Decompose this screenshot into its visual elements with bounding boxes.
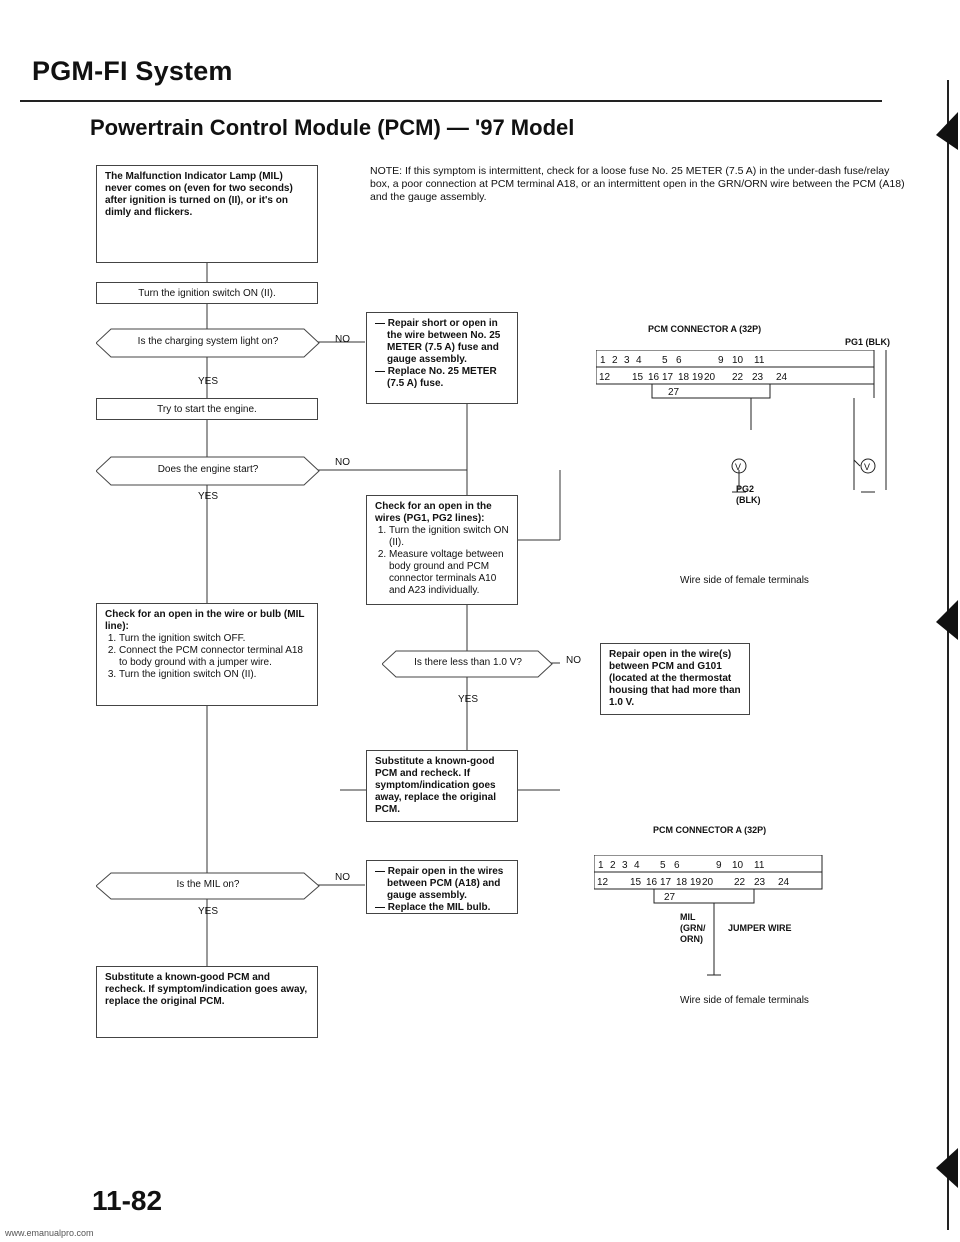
- svg-text:6: 6: [674, 860, 680, 871]
- svg-text:19: 19: [692, 372, 704, 383]
- q-mil-on: Is the MIL on?: [176, 879, 240, 890]
- check-mil-step-1: 1. Turn the ignition switch OFF.: [119, 633, 309, 645]
- substitute-pcm-box-2: Substitute a known-good PCM and recheck. If symptom/indication goes away, replace the original PCM.: [96, 966, 318, 1038]
- fix-mil-2: — Replace the MIL bulb.: [387, 902, 509, 914]
- connector-diagram-1: [596, 350, 896, 550]
- fix-mil-1: — Repair open in the wires between PCM (A18) and gauge assembly.: [387, 866, 509, 902]
- svg-text:18: 18: [678, 372, 690, 383]
- svg-text:9: 9: [716, 860, 722, 871]
- svg-text:16: 16: [646, 877, 658, 888]
- no-label: NO: [335, 872, 350, 883]
- svg-text:11: 11: [754, 860, 765, 871]
- svg-text:1: 1: [600, 355, 606, 366]
- svg-text:9: 9: [718, 355, 724, 366]
- fix-mil-wire-box: [366, 860, 518, 914]
- q-less-than-1v: Is there less than 1.0 V?: [414, 657, 522, 668]
- page-edge-marks: [900, 0, 960, 1242]
- source-url: www.emanualpro.com: [5, 1228, 94, 1238]
- svg-text:22: 22: [732, 372, 744, 383]
- q-charging-light: Is the charging system light on?: [137, 336, 279, 347]
- q-engine-start: Does the engine start?: [157, 464, 259, 475]
- section-title: Powertrain Control Module (PCM) — '97 Model: [90, 115, 575, 140]
- diagram1-title: PCM CONNECTOR A (32P): [648, 324, 762, 334]
- fix-fuse-box: [366, 312, 518, 404]
- svg-text:20: 20: [704, 372, 716, 383]
- svg-text:17: 17: [660, 877, 672, 888]
- diagram1-caption: Wire side of female terminals: [680, 575, 809, 586]
- svg-text:12: 12: [599, 372, 611, 383]
- svg-text:24: 24: [778, 877, 790, 888]
- diagram1-pg2-label: PG2: [736, 484, 755, 494]
- check-pg-step-2: 2. Measure voltage between body ground and PCM connector terminals A10 and A23 individually.: [389, 549, 509, 597]
- fix-pg-open-box: Repair open in the wire(s) between PCM and G101 (located at the thermostat housing that had more than 1.0 V.: [600, 643, 750, 715]
- page-title: PGM-FI System: [32, 56, 233, 86]
- diagram2-mil-color-2: ORN): [680, 934, 703, 944]
- svg-text:23: 23: [752, 372, 764, 383]
- check-pg-title: Check for an open in the wires (PG1, PG2 lines):: [375, 501, 492, 524]
- svg-text:27: 27: [664, 892, 676, 903]
- svg-text:16: 16: [648, 372, 660, 383]
- svg-text:3: 3: [624, 355, 630, 366]
- diagram1-pg1-label: PG1 (BLK): [845, 337, 890, 347]
- diagram2-caption: Wire side of female terminals: [680, 995, 809, 1006]
- svg-text:5: 5: [660, 860, 666, 871]
- svg-text:27: 27: [668, 387, 680, 398]
- fix-fuse-2: — Replace No. 25 METER (7.5 A) fuse.: [387, 366, 509, 390]
- svg-text:2: 2: [612, 355, 618, 366]
- svg-text:10: 10: [732, 355, 744, 366]
- svg-text:19: 19: [690, 877, 702, 888]
- svg-text:10: 10: [732, 860, 744, 871]
- svg-text:3: 3: [622, 860, 628, 871]
- svg-text:4: 4: [634, 860, 640, 871]
- svg-text:12: 12: [597, 877, 609, 888]
- diagram2-mil-color-1: (GRN/: [680, 923, 706, 933]
- fix-fuse-1: — Repair short or open in the wire between No. 25 METER (7.5 A) fuse and gauge assembly.: [387, 318, 509, 366]
- check-pg-lines-box: [366, 495, 518, 605]
- step-start-engine: Try to start the engine.: [96, 398, 318, 420]
- svg-text:15: 15: [630, 877, 642, 888]
- svg-text:V: V: [735, 462, 742, 472]
- no-label: NO: [335, 334, 350, 345]
- svg-text:15: 15: [632, 372, 644, 383]
- page-number: 11-82: [92, 1185, 163, 1216]
- check-mil-step-3: 3. Turn the ignition switch ON (II).: [119, 669, 309, 681]
- svg-text:17: 17: [662, 372, 674, 383]
- no-label: NO: [335, 457, 350, 468]
- svg-text:V: V: [864, 462, 871, 472]
- yes-label: YES: [198, 906, 219, 917]
- svg-text:1: 1: [598, 860, 604, 871]
- svg-text:20: 20: [702, 877, 714, 888]
- svg-text:5: 5: [662, 355, 668, 366]
- svg-text:22: 22: [734, 877, 746, 888]
- yes-label: YES: [458, 694, 479, 705]
- substitute-pcm-box-1: Substitute a known-good PCM and recheck. If symptom/indication goes away, replace the original PCM.: [366, 750, 518, 822]
- check-mil-step-2: 2. Connect the PCM connector terminal A18 to body ground with a jumper wire.: [119, 645, 309, 669]
- svg-text:4: 4: [636, 355, 642, 366]
- connector-diagram-2: [594, 855, 834, 985]
- no-label: NO: [566, 655, 581, 666]
- check-pg-step-1: 1. Turn the ignition switch ON (II).: [389, 525, 509, 549]
- svg-text:6: 6: [676, 355, 682, 366]
- svg-text:23: 23: [754, 877, 766, 888]
- diagram2-jumper-label: JUMPER WIRE: [728, 923, 792, 933]
- svg-text:11: 11: [754, 355, 765, 366]
- svg-text:2: 2: [610, 860, 616, 871]
- svg-text:18: 18: [676, 877, 688, 888]
- diagram2-mil-label: MIL: [680, 912, 696, 922]
- step-ignition-on: Turn the ignition switch ON (II).: [96, 282, 318, 304]
- yes-label: YES: [198, 491, 219, 502]
- yes-label: YES: [198, 376, 219, 387]
- diagram1-pg2-color: (BLK): [736, 495, 761, 505]
- check-mil-title: Check for an open in the wire or bulb (MIL line):: [105, 609, 305, 632]
- check-mil-line-box: [96, 603, 318, 706]
- diagram2-title: PCM CONNECTOR A (32P): [653, 825, 767, 835]
- symptom-box: The Malfunction Indicator Lamp (MIL) never comes on (even for two seconds) after ignition is turned on (II), or it's on dimly and flickers.: [96, 165, 318, 263]
- svg-text:24: 24: [776, 372, 788, 383]
- note-text: NOTE: If this symptom is intermittent, check for a loose fuse No. 25 METER (7.5 A) in the under-dash fuse/relay box, a poor connection at PCM terminal A18, or an intermittent open in the GRN/ORN wire between the PCM (A18) and the gauge assembly.: [370, 165, 905, 203]
